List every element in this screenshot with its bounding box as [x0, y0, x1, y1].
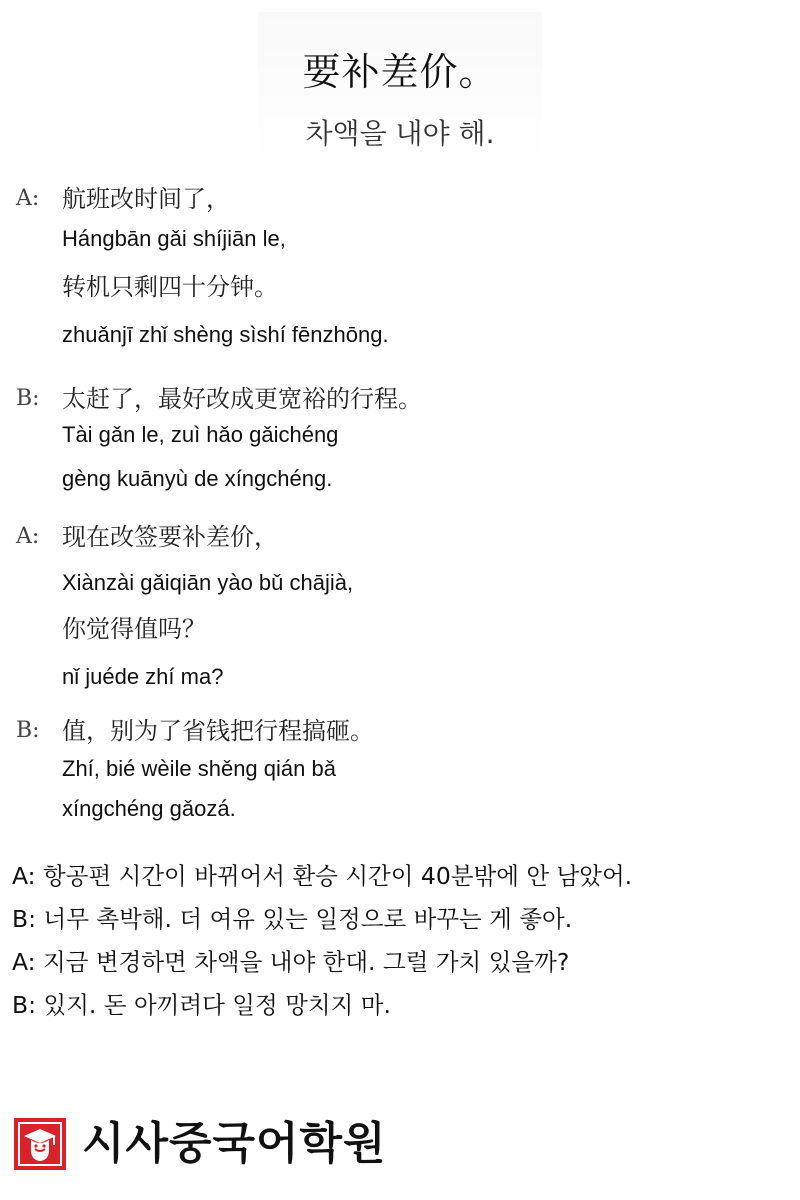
pinyin-line: gèng kuānyù de xíngchéng. — [62, 466, 333, 491]
translation-line-3: A: 지금 변경하면 차액을 내야 한대. 그럴 가치 있을까? — [12, 948, 570, 976]
pinyin-line: zhuǎnjī zhǐ shèng sìshí fēnzhōng. — [62, 322, 389, 347]
translation-line-1: A: 항공편 시간이 바뀌어서 환승 시간이 40분밖에 안 남았어. — [12, 862, 633, 890]
speaker-label: A: — [16, 524, 40, 549]
speaker-label: B: — [16, 386, 40, 411]
pinyin-line: Xiànzài gǎiqiān yào bǔ chājià, — [62, 570, 354, 595]
pinyin-line: Tài gǎn le, zuì hǎo gǎichéng — [62, 422, 339, 447]
chinese-line: 航班改时间了， — [62, 185, 230, 213]
title-chinese: 要补差价。 — [302, 50, 498, 94]
graduate-cap-icon — [14, 1118, 66, 1170]
title-box — [258, 12, 542, 170]
speaker-label: B: — [16, 718, 40, 743]
translation-line-4: B: 있지. 돈 아끼려다 일정 망치지 마. — [12, 991, 391, 1019]
brand-name: 시사중국어학원 — [82, 1118, 387, 1169]
speaker-label: A: — [16, 186, 40, 211]
chinese-line: 值，别为了省钱把行程搞砸。 — [62, 717, 374, 745]
pinyin-line: Hángbān gǎi shíjiān le, — [62, 226, 286, 251]
pinyin-line: nǐ juéde zhí ma? — [62, 664, 224, 689]
chinese-line: 转机只剩四十分钟。 — [62, 273, 278, 301]
chinese-line: 太赶了，最好改成更宽裕的行程。 — [62, 385, 422, 413]
translation-line-2: B: 너무 촉박해. 더 여유 있는 일정으로 바꾸는 게 좋아. — [12, 905, 573, 933]
title-korean: 차액을 내야 해. — [305, 117, 495, 150]
brand-logo — [14, 1114, 414, 1174]
pinyin-line: xíngchéng gǎozá. — [62, 796, 236, 821]
pinyin-line: Zhí, bié wèile shěng qián bǎ — [62, 756, 336, 781]
chinese-line: 现在改签要补差价， — [62, 523, 278, 551]
korean-translation — [12, 856, 792, 1028]
chinese-line: 你觉得值吗？ — [62, 615, 206, 643]
